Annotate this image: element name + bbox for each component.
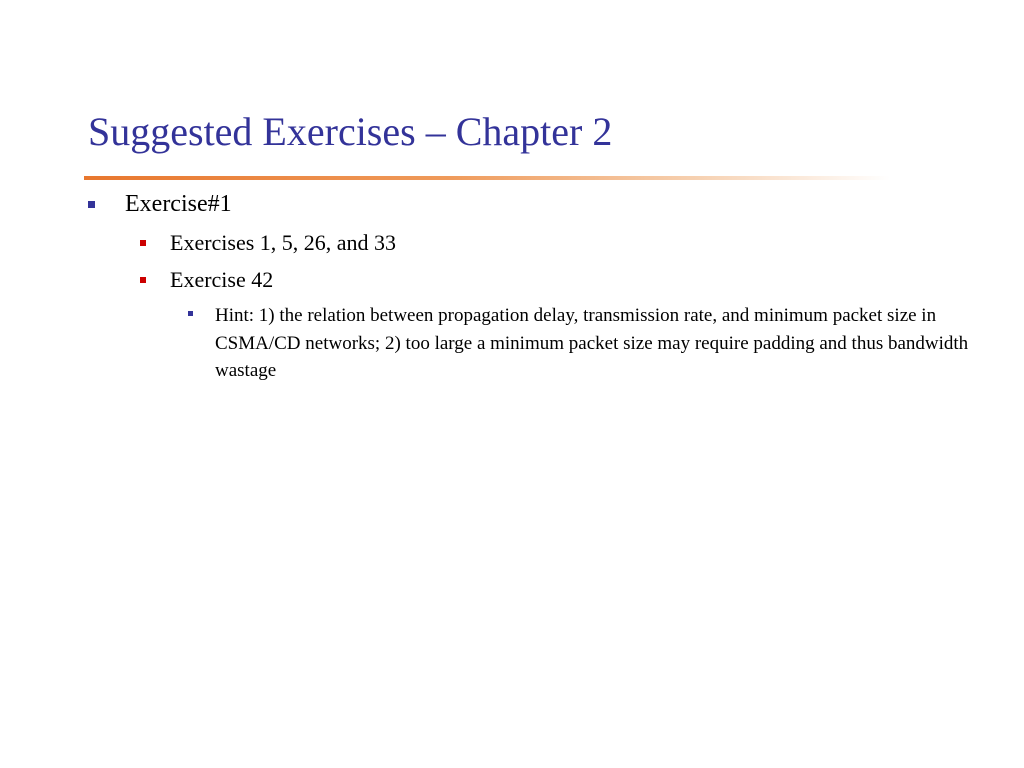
hint-text: Hint: 1) the relation between propagation delay, transmission rate, and minimum packet size in CSMA/CD networks; 2) too large a minimum packet size may require padding and thus bandwidth wastage — [215, 305, 969, 381]
square-bullet-icon — [140, 240, 146, 246]
square-bullet-icon — [88, 201, 95, 208]
square-bullet-icon — [140, 277, 146, 283]
bullet-text: Exercise 42 — [170, 267, 274, 292]
bullet-text: Exercises 1, 5, 26, and 33 — [170, 230, 397, 255]
bullet-text: Exercise#1 — [125, 191, 232, 217]
square-bullet-icon — [188, 311, 193, 316]
title-underline-rule — [84, 176, 890, 180]
slide-title: Suggested Exercises – Chapter 2 — [88, 109, 613, 154]
